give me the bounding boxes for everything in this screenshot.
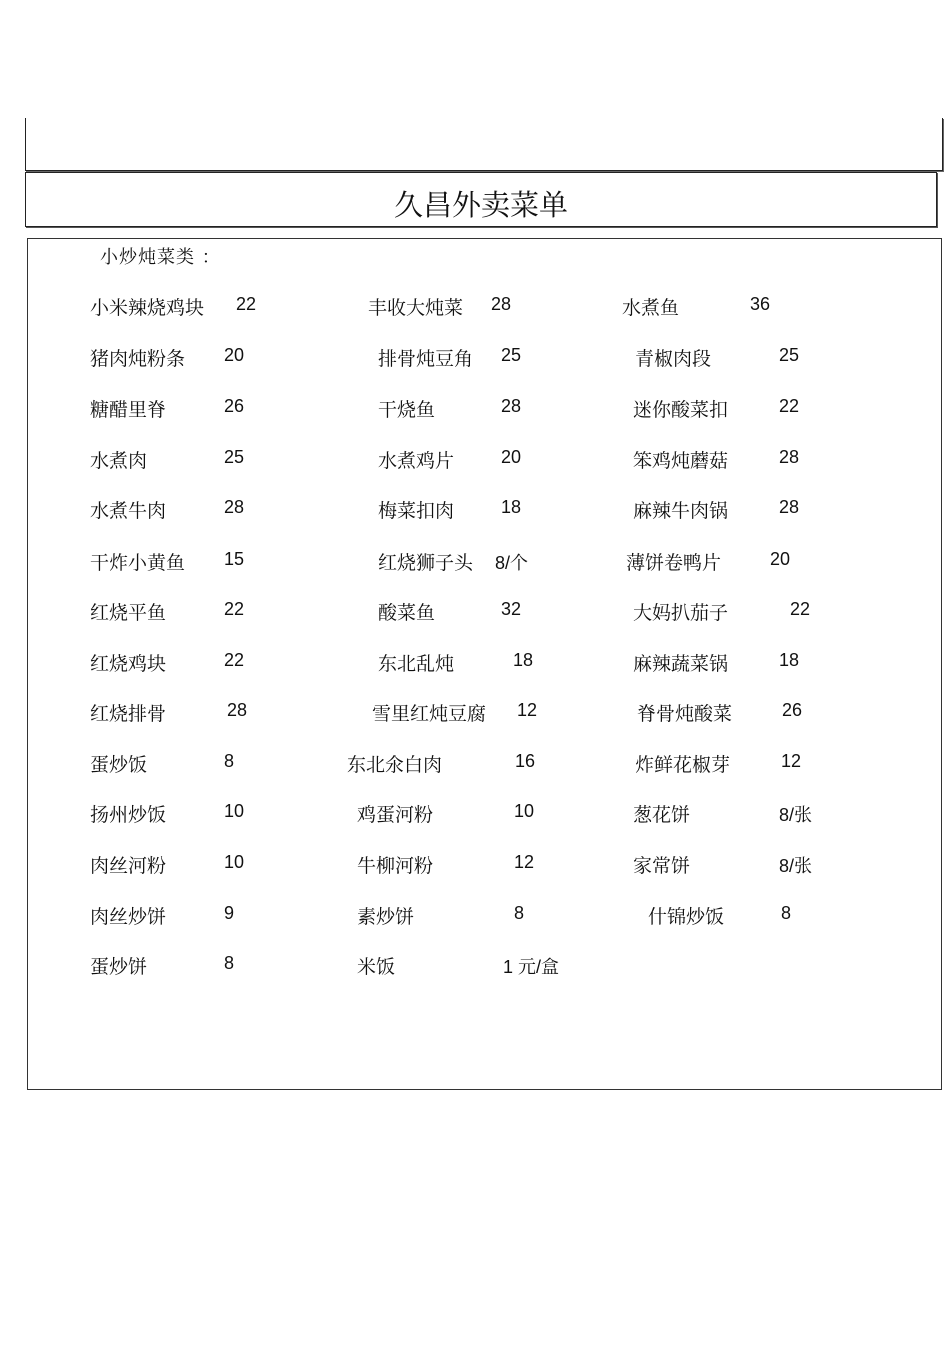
menu-item-price: 12 (781, 751, 802, 771)
menu-item-price: 26 (224, 396, 245, 416)
menu-item-price: 20 (501, 447, 522, 467)
menu-title: 久昌外卖菜单 (393, 188, 568, 222)
header-frame (25, 118, 943, 171)
menu-item-price: 28 (491, 294, 512, 314)
title-frame (25, 172, 937, 227)
menu-item-name: 酸菜鱼 (378, 602, 436, 624)
menu-item-price: 15 (224, 549, 245, 569)
menu-item-name: 米饭 (357, 956, 396, 978)
menu-item-price: 8 (514, 903, 525, 923)
menu-item-price: 10 (224, 852, 245, 872)
menu-item-price: 28 (779, 497, 800, 517)
menu-item-name: 干烧鱼 (378, 399, 436, 421)
section-label: 小炒炖菜类 ： (100, 247, 221, 268)
menu-item-name: 东北乱炖 (378, 653, 455, 675)
menu-item-name: 麻辣蔬菜锅 (633, 653, 729, 675)
menu-item-name: 家常饼 (633, 855, 691, 877)
menu-item-price: 28 (501, 396, 522, 416)
menu-item-name: 什锦炒饭 (648, 906, 725, 928)
menu-item-price: 26 (782, 700, 803, 720)
menu-item-price: 25 (779, 345, 800, 365)
menu-item-name: 薄饼卷鸭片 (626, 552, 722, 574)
menu-item-name: 水煮鱼 (622, 297, 680, 319)
menu-item-price: 20 (770, 549, 791, 569)
menu-item-price: 20 (224, 345, 245, 365)
menu-item-price: 22 (790, 599, 811, 619)
menu-item-name: 麻辣牛肉锅 (633, 500, 729, 522)
menu-item-name: 水煮牛肉 (90, 500, 167, 522)
menu-item-price: 18 (513, 650, 534, 670)
menu-item-price: 28 (227, 700, 248, 720)
menu-item-name: 红烧狮子头 (378, 552, 474, 574)
menu-item-price: 18 (501, 497, 522, 517)
menu-item-price: 25 (224, 447, 245, 467)
menu-item-name: 青椒肉段 (635, 348, 712, 370)
menu-item-name: 水煮肉 (90, 450, 148, 472)
menu-item-name: 蛋炒饭 (90, 754, 148, 776)
menu-item-name: 炸鲜花椒芽 (635, 754, 731, 776)
menu-item-name: 肉丝河粉 (90, 855, 167, 877)
menu-item-price: 8/张 (779, 856, 813, 876)
menu-item-name: 葱花饼 (633, 804, 691, 826)
menu-item-name: 脊骨炖酸菜 (637, 703, 733, 725)
menu-item-price: 32 (501, 599, 522, 619)
menu-item-name: 红烧排骨 (90, 703, 167, 725)
menu-item-price: 25 (501, 345, 522, 365)
menu-item-price: 28 (224, 497, 245, 517)
menu-item-name: 扬州炒饭 (90, 804, 167, 826)
menu-item-price: 18 (779, 650, 800, 670)
menu-item-price: 8 (781, 903, 792, 923)
menu-item-price: 16 (515, 751, 536, 771)
menu-item-name: 大妈扒茄子 (633, 602, 729, 624)
menu-item-name: 红烧平鱼 (90, 602, 167, 624)
menu-item-name: 笨鸡炖蘑菇 (633, 450, 729, 472)
menu-item-price: 8/张 (779, 805, 813, 825)
menu-item-name: 素炒饼 (357, 906, 415, 928)
menu-item-price: 22 (224, 599, 245, 619)
menu-item-name: 梅菜扣肉 (378, 500, 455, 522)
menu-item-name: 迷你酸菜扣 (633, 399, 729, 421)
menu-item-name: 红烧鸡块 (90, 653, 167, 675)
menu-item-price: 8/个 (495, 553, 529, 573)
menu-item-price: 9 (224, 903, 235, 923)
menu-item-name: 水煮鸡片 (378, 450, 455, 472)
menu-item-price: 22 (224, 650, 245, 670)
menu-item-price: 28 (779, 447, 800, 467)
menu-item-price: 22 (236, 294, 257, 314)
menu-item-price: 36 (750, 294, 771, 314)
menu-item-price: 22 (779, 396, 800, 416)
menu-item-price: 10 (224, 801, 245, 821)
menu-item-price: 8 (224, 953, 235, 973)
menu-item-price: 1 元/盒 (503, 957, 560, 977)
menu-item-name: 肉丝炒饼 (90, 906, 167, 928)
menu-item-name: 干炸小黄鱼 (90, 552, 186, 574)
menu-item-price: 12 (517, 700, 538, 720)
menu-item-name: 小米辣烧鸡块 (90, 297, 205, 319)
menu-item-price: 10 (514, 801, 535, 821)
menu-item-name: 排骨炖豆角 (378, 348, 474, 370)
menu-item-price: 8 (224, 751, 235, 771)
menu-item-name: 丰收大炖菜 (368, 297, 464, 319)
menu-item-name: 猪肉炖粉条 (90, 348, 186, 370)
menu-item-name: 东北氽白肉 (347, 754, 443, 776)
menu-item-name: 牛柳河粉 (357, 855, 434, 877)
menu-item-name: 蛋炒饼 (90, 956, 148, 978)
menu-item-name: 糖醋里脊 (90, 399, 167, 421)
menu-item-price: 12 (514, 852, 535, 872)
menu-item-name: 雪里红炖豆腐 (372, 703, 487, 725)
menu-item-name: 鸡蛋河粉 (357, 804, 434, 826)
